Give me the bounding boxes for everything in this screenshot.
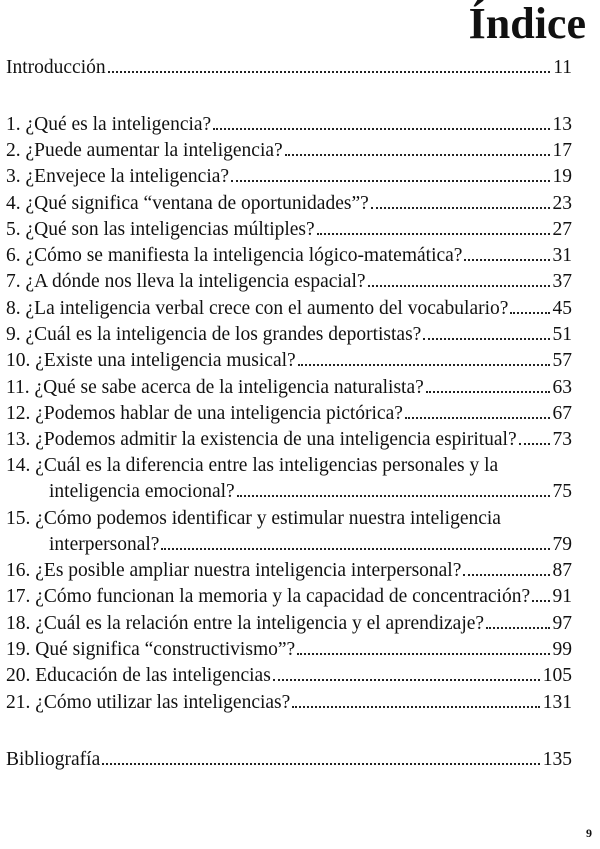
toc-entry-text: 11. ¿Qué se sabe acerca de la inteligencia naturalista? [6, 377, 424, 398]
toc-entry [6, 349, 572, 373]
toc-entry-page: 31 [552, 245, 572, 266]
toc-entry [6, 113, 572, 137]
toc-entry-page: 27 [552, 219, 572, 240]
toc-entry [6, 192, 572, 216]
toc-entry-page: 45 [552, 298, 572, 319]
toc-entry-page: 51 [552, 324, 572, 345]
toc-entry-page: 79 [552, 534, 572, 555]
toc-entry-text: 10. ¿Existe una inteligencia musical? [6, 350, 296, 371]
toc-entry-text: 13. ¿Podemos admitir la existencia de una inteligencia espiritual? [6, 429, 517, 450]
toc-entry [6, 428, 572, 452]
toc-entry-text: 17. ¿Cómo funcionan la memoria y la capacidad de concentración? [6, 586, 531, 607]
dot-leader [426, 391, 550, 393]
toc-entry [6, 612, 572, 636]
toc-entry-text-line1: 14. ¿Cuál es la diferencia entre las inteligencias personales y la [6, 455, 499, 476]
dot-leader [292, 706, 539, 708]
toc-entry-text: Introducción [6, 57, 106, 78]
toc-entry-text: 7. ¿A dónde nos lleva la inteligencia espacial? [6, 271, 366, 292]
toc-entry-page: 19 [552, 166, 572, 187]
toc-entry-text-line2: inteligencia emocional? [49, 481, 235, 502]
toc-entry-page: 91 [552, 586, 572, 607]
toc-entry-page: 105 [542, 665, 572, 686]
toc-entry [6, 218, 572, 242]
dot-leader [519, 443, 550, 445]
page-number: 9 [586, 826, 592, 840]
toc-entry-text: 1. ¿Qué es la inteligencia? [6, 114, 212, 135]
toc-entry-text: 2. ¿Puede aumentar la inteligencia? [6, 140, 283, 161]
toc-entry-text: 12. ¿Podemos hablar de una inteligencia pictórica? [6, 403, 403, 424]
toc-entry [6, 244, 572, 268]
toc-entry-page: 75 [552, 481, 572, 502]
toc-entry-text-line2: interpersonal? [49, 534, 160, 555]
toc-entry [6, 165, 572, 189]
toc-entry-text: 9. ¿Cuál es la inteligencia de los grandes deportistas? [6, 324, 422, 345]
toc-entry-text: 8. ¿La inteligencia verbal crece con el aumento del vocabulario? [6, 298, 509, 319]
toc-entry-page: 131 [542, 692, 572, 713]
dot-leader [532, 600, 549, 602]
dot-leader [273, 679, 540, 681]
toc-entry-text: 6. ¿Cómo se manifiesta la inteligencia lógico-matemática? [6, 245, 463, 266]
page-title: Índice [468, 0, 586, 48]
toc-entry-page: 13 [552, 114, 572, 135]
dot-leader [371, 207, 550, 209]
toc-entry [6, 270, 572, 294]
toc-entry-page: 17 [552, 140, 572, 161]
toc-entry-text: Bibliografía [6, 749, 101, 770]
toc-entry [6, 297, 572, 321]
toc-entry-text: 16. ¿Es posible ampliar nuestra inteligencia interpersonal? [6, 560, 462, 581]
toc-entry-text: 19. Qué significa “constructivismo”? [6, 639, 296, 660]
toc-entry-page: 67 [552, 403, 572, 424]
toc-entry [49, 533, 572, 557]
dot-leader [405, 417, 550, 419]
dot-leader [464, 259, 549, 261]
toc-entry [6, 638, 572, 662]
toc-entry-introduction [6, 56, 572, 80]
toc-entry [6, 559, 572, 583]
toc-entry [6, 585, 572, 609]
toc-entry-page: 99 [552, 639, 572, 660]
dot-leader [298, 364, 550, 366]
toc-entry [6, 691, 572, 715]
toc-entry [6, 376, 572, 400]
toc-entry [6, 664, 572, 688]
dot-leader [317, 233, 550, 235]
toc-entry-text-line1: 15. ¿Cómo podemos identificar y estimular nuestra inteligencia [6, 508, 501, 529]
dot-leader [237, 495, 550, 497]
toc-entry-page: 57 [552, 350, 572, 371]
dot-leader [161, 548, 549, 550]
dot-leader [108, 71, 551, 73]
dot-leader [231, 180, 549, 182]
dot-leader [297, 653, 549, 655]
dot-leader [510, 312, 549, 314]
toc-entry [6, 323, 572, 347]
toc-entry-page: 87 [552, 560, 572, 581]
toc-entry-bibliography [6, 748, 572, 772]
toc-entry [49, 480, 572, 504]
dot-leader [463, 574, 549, 576]
toc-entry-text: 4. ¿Qué significa “ventana de oportunidades”? [6, 193, 369, 214]
toc-entry-page: 63 [552, 377, 572, 398]
dot-leader [213, 128, 549, 130]
toc-entry-page: 135 [542, 749, 572, 770]
toc-entry-text: 21. ¿Cómo utilizar las inteligencias? [6, 692, 291, 713]
toc-entry-page: 11 [553, 57, 572, 78]
toc-entry [6, 139, 572, 163]
dot-leader [102, 763, 540, 765]
toc-entry-page: 23 [552, 193, 572, 214]
dot-leader [285, 154, 550, 156]
toc-entry-page: 73 [552, 429, 572, 450]
toc-entry-page: 97 [552, 613, 572, 634]
toc-entry-page: 37 [552, 271, 572, 292]
toc-entry-text: 20. Educación de las inteligencias [6, 665, 271, 686]
toc-entry-text: 3. ¿Envejece la inteligencia? [6, 166, 230, 187]
toc-entry-text: 5. ¿Qué son las inteligencias múltiples? [6, 219, 315, 240]
dot-leader [368, 285, 550, 287]
toc-entry [6, 402, 572, 426]
toc-entry-text: 18. ¿Cuál es la relación entre la inteligencia y el aprendizaje? [6, 613, 485, 634]
dot-leader [486, 627, 549, 629]
dot-leader [423, 338, 549, 340]
